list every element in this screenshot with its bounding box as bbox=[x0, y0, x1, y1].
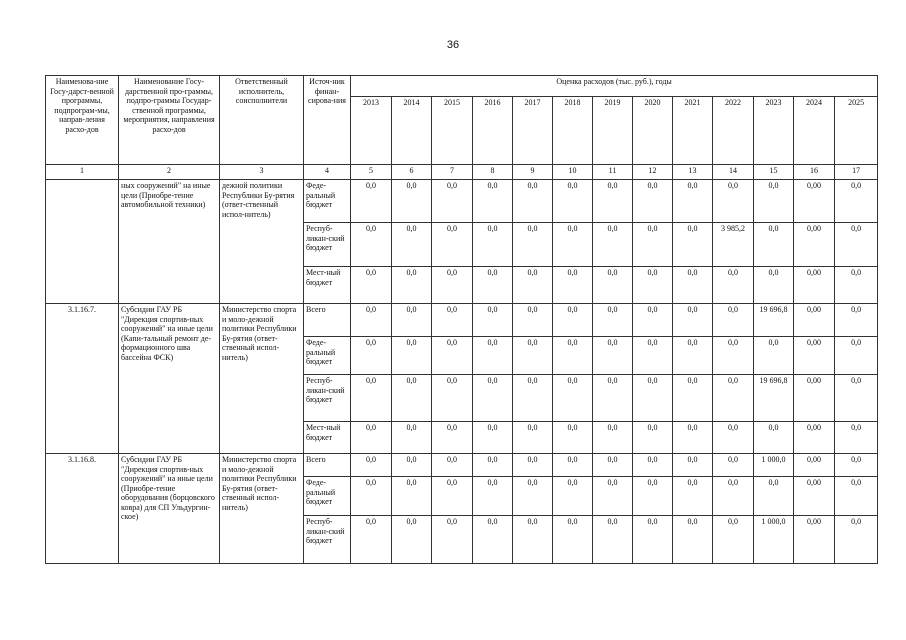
header-year: 2023 bbox=[754, 97, 794, 165]
value-cell: 1 000,0 bbox=[754, 454, 794, 477]
table-header bbox=[46, 76, 878, 180]
row-code bbox=[46, 180, 119, 304]
column-index: 8 bbox=[473, 165, 513, 180]
value-cell: 0,0 bbox=[835, 422, 878, 454]
value-cell: 0,0 bbox=[713, 477, 754, 516]
value-cell: 0,0 bbox=[673, 267, 713, 304]
value-cell: 0,0 bbox=[432, 223, 473, 267]
header-year: 2013 bbox=[351, 97, 392, 165]
value-cell: 0,0 bbox=[713, 422, 754, 454]
value-cell: 0,0 bbox=[553, 477, 593, 516]
value-cell: 0,0 bbox=[835, 454, 878, 477]
value-cell: 0,0 bbox=[835, 375, 878, 422]
header-year: 2014 bbox=[392, 97, 432, 165]
value-cell: 0,0 bbox=[713, 454, 754, 477]
value-cell: 0,0 bbox=[633, 337, 673, 375]
header-col-program: Наименова-ние Госу-дарст-венной программы, подпрограм-мы, направ-ления расхо-дов bbox=[46, 76, 119, 165]
value-cell: 0,00 bbox=[794, 375, 835, 422]
value-cell: 0,0 bbox=[673, 516, 713, 564]
value-cell: 0,0 bbox=[553, 375, 593, 422]
value-cell: 0,0 bbox=[835, 180, 878, 223]
header-year: 2019 bbox=[593, 97, 633, 165]
value-cell: 0,0 bbox=[553, 223, 593, 267]
row-name: Субсидии ГАУ РБ "Дирекция спортив-ных сооружений" на иные цели (Приобре-тение оборудования (борцовского ковра) для СП Ульдургин-ское) bbox=[119, 454, 220, 564]
value-cell: 0,0 bbox=[432, 454, 473, 477]
value-cell: 0,0 bbox=[673, 337, 713, 375]
column-index: 12 bbox=[633, 165, 673, 180]
row-source: Всего bbox=[304, 304, 351, 337]
value-cell: 0,0 bbox=[473, 180, 513, 223]
column-index: 2 bbox=[119, 165, 220, 180]
page-number: 36 bbox=[446, 39, 460, 51]
header-col-executor: Ответственный исполнитель, соисполнители bbox=[220, 76, 304, 165]
value-cell: 0,0 bbox=[513, 516, 553, 564]
value-cell: 0,0 bbox=[473, 422, 513, 454]
value-cell: 0,0 bbox=[593, 477, 633, 516]
row-code: 3.1.16.7. bbox=[46, 304, 119, 454]
column-index: 16 bbox=[794, 165, 835, 180]
value-cell: 0,0 bbox=[473, 304, 513, 337]
header-year: 2022 bbox=[713, 97, 754, 165]
value-cell: 0,0 bbox=[593, 267, 633, 304]
value-cell: 0,0 bbox=[553, 267, 593, 304]
value-cell: 0,0 bbox=[351, 337, 392, 375]
table-row bbox=[46, 304, 878, 337]
value-cell: 0,0 bbox=[633, 454, 673, 477]
value-cell: 0,0 bbox=[392, 477, 432, 516]
value-cell: 0,0 bbox=[593, 516, 633, 564]
header-year: 2018 bbox=[553, 97, 593, 165]
value-cell: 0,0 bbox=[633, 375, 673, 422]
value-cell: 3 985,2 bbox=[713, 223, 754, 267]
row-source: Феде-ральный бюджет bbox=[304, 180, 351, 223]
value-cell: 0,0 bbox=[392, 516, 432, 564]
value-cell: 0,0 bbox=[673, 477, 713, 516]
value-cell: 0,0 bbox=[633, 223, 673, 267]
value-cell: 0,0 bbox=[593, 422, 633, 454]
column-index: 5 bbox=[351, 165, 392, 180]
value-cell: 0,0 bbox=[351, 223, 392, 267]
value-cell: 0,0 bbox=[513, 180, 553, 223]
value-cell: 0,0 bbox=[432, 180, 473, 223]
value-cell: 0,00 bbox=[794, 304, 835, 337]
value-cell: 0,0 bbox=[835, 223, 878, 267]
header-estimate: Оценка расходов (тыс. руб.), годы bbox=[351, 76, 878, 97]
value-cell: 0,0 bbox=[633, 267, 673, 304]
header-year: 2025 bbox=[835, 97, 878, 165]
column-index: 17 bbox=[835, 165, 878, 180]
row-executor: дежной политики Республики Бу-рятия (ответ-ственный испол-нитель) bbox=[220, 180, 304, 304]
value-cell: 0,0 bbox=[754, 337, 794, 375]
value-cell: 0,0 bbox=[473, 375, 513, 422]
value-cell: 0,0 bbox=[513, 337, 553, 375]
row-source: Феде-ральный бюджет bbox=[304, 477, 351, 516]
row-source: Мест-ный бюджет bbox=[304, 422, 351, 454]
table-body bbox=[46, 180, 878, 564]
value-cell: 0,0 bbox=[351, 516, 392, 564]
value-cell: 0,0 bbox=[633, 304, 673, 337]
value-cell: 0,0 bbox=[713, 337, 754, 375]
value-cell: 0,0 bbox=[513, 375, 553, 422]
row-name: ных сооружений" на иные цели (Приобре-тение автомобильной техники) bbox=[119, 180, 220, 304]
value-cell: 0,0 bbox=[351, 304, 392, 337]
value-cell: 0,0 bbox=[432, 304, 473, 337]
row-code: 3.1.16.8. bbox=[46, 454, 119, 564]
value-cell: 0,0 bbox=[351, 422, 392, 454]
value-cell: 0,0 bbox=[513, 223, 553, 267]
value-cell: 0,0 bbox=[432, 375, 473, 422]
value-cell: 0,0 bbox=[553, 454, 593, 477]
table-row bbox=[46, 454, 878, 477]
row-executor: Министерство спорта и моло-дежной политики Республики Бу-рятия (ответ-ственный испол-нитель) bbox=[220, 304, 304, 454]
header-year: 2017 bbox=[513, 97, 553, 165]
value-cell: 0,0 bbox=[513, 477, 553, 516]
value-cell: 0,00 bbox=[794, 267, 835, 304]
value-cell: 0,0 bbox=[351, 267, 392, 304]
value-cell: 0,0 bbox=[673, 304, 713, 337]
table-row bbox=[46, 180, 878, 223]
value-cell: 0,00 bbox=[794, 180, 835, 223]
value-cell: 0,0 bbox=[473, 337, 513, 375]
column-index: 1 bbox=[46, 165, 119, 180]
value-cell: 0,0 bbox=[392, 180, 432, 223]
value-cell: 0,00 bbox=[794, 223, 835, 267]
value-cell: 0,0 bbox=[351, 180, 392, 223]
value-cell: 0,0 bbox=[392, 304, 432, 337]
value-cell: 0,0 bbox=[593, 304, 633, 337]
value-cell: 0,00 bbox=[794, 454, 835, 477]
value-cell: 0,0 bbox=[673, 454, 713, 477]
value-cell: 0,0 bbox=[432, 422, 473, 454]
value-cell: 0,0 bbox=[473, 516, 513, 564]
value-cell: 0,0 bbox=[432, 337, 473, 375]
value-cell: 0,0 bbox=[713, 267, 754, 304]
row-source: Респуб-ликан-ский бюджет bbox=[304, 375, 351, 422]
header-year: 2024 bbox=[794, 97, 835, 165]
value-cell: 0,0 bbox=[593, 454, 633, 477]
value-cell: 0,00 bbox=[794, 422, 835, 454]
value-cell: 0,0 bbox=[754, 180, 794, 223]
value-cell: 0,0 bbox=[392, 454, 432, 477]
value-cell: 0,0 bbox=[754, 422, 794, 454]
column-index: 3 bbox=[220, 165, 304, 180]
value-cell: 0,0 bbox=[392, 337, 432, 375]
value-cell: 0,0 bbox=[553, 422, 593, 454]
value-cell: 0,0 bbox=[633, 477, 673, 516]
value-cell: 0,0 bbox=[473, 454, 513, 477]
value-cell: 0,0 bbox=[835, 516, 878, 564]
value-cell: 0,0 bbox=[392, 422, 432, 454]
column-index: 14 bbox=[713, 165, 754, 180]
value-cell: 0,0 bbox=[713, 375, 754, 422]
value-cell: 0,0 bbox=[673, 223, 713, 267]
value-cell: 0,0 bbox=[633, 180, 673, 223]
value-cell: 0,0 bbox=[392, 375, 432, 422]
value-cell: 0,0 bbox=[473, 223, 513, 267]
value-cell: 0,0 bbox=[473, 477, 513, 516]
value-cell: 0,00 bbox=[794, 477, 835, 516]
budget-table bbox=[45, 75, 878, 564]
value-cell: 0,0 bbox=[593, 337, 633, 375]
value-cell: 0,0 bbox=[553, 304, 593, 337]
value-cell: 0,0 bbox=[593, 223, 633, 267]
row-source: Всего bbox=[304, 454, 351, 477]
row-source: Феде-ральный бюджет bbox=[304, 337, 351, 375]
value-cell: 19 696,8 bbox=[754, 304, 794, 337]
value-cell: 0,0 bbox=[593, 375, 633, 422]
value-cell: 0,00 bbox=[794, 337, 835, 375]
row-source: Мест-ный бюджет bbox=[304, 267, 351, 304]
value-cell: 0,0 bbox=[754, 223, 794, 267]
value-cell: 0,0 bbox=[633, 516, 673, 564]
row-executor: Министерство спорта и моло-дежной политики Республики Бу-рятия (ответ-ственный испол-нитель) bbox=[220, 454, 304, 564]
column-index: 7 bbox=[432, 165, 473, 180]
row-name: Субсидии ГАУ РБ "Дирекция спортив-ных сооружений" на иные цели (Капи-тальный ремонт де-формационного шва бассейна ФСК) bbox=[119, 304, 220, 454]
header-year: 2020 bbox=[633, 97, 673, 165]
value-cell: 0,0 bbox=[835, 267, 878, 304]
value-cell: 0,0 bbox=[473, 267, 513, 304]
column-index: 6 bbox=[392, 165, 432, 180]
value-cell: 0,0 bbox=[432, 267, 473, 304]
value-cell: 0,0 bbox=[713, 180, 754, 223]
value-cell: 0,0 bbox=[513, 267, 553, 304]
value-cell: 1 000,0 bbox=[754, 516, 794, 564]
value-cell: 0,0 bbox=[351, 454, 392, 477]
column-index: 15 bbox=[754, 165, 794, 180]
row-source: Респуб-ликан-ский бюджет bbox=[304, 516, 351, 564]
value-cell: 0,0 bbox=[432, 516, 473, 564]
column-index: 9 bbox=[513, 165, 553, 180]
header-year: 2021 bbox=[673, 97, 713, 165]
column-index: 4 bbox=[304, 165, 351, 180]
value-cell: 0,0 bbox=[513, 422, 553, 454]
value-cell: 0,0 bbox=[432, 477, 473, 516]
value-cell: 0,0 bbox=[713, 304, 754, 337]
value-cell: 0,0 bbox=[673, 375, 713, 422]
header-year: 2015 bbox=[432, 97, 473, 165]
value-cell: 0,0 bbox=[553, 516, 593, 564]
row-source: Респуб-ликан-ский бюджет bbox=[304, 223, 351, 267]
value-cell: 0,0 bbox=[593, 180, 633, 223]
value-cell: 0,0 bbox=[553, 180, 593, 223]
value-cell: 0,0 bbox=[351, 477, 392, 516]
column-index: 13 bbox=[673, 165, 713, 180]
value-cell: 0,0 bbox=[835, 477, 878, 516]
value-cell: 0,0 bbox=[754, 477, 794, 516]
value-cell: 0,00 bbox=[794, 516, 835, 564]
column-index-row bbox=[46, 165, 878, 180]
value-cell: 0,0 bbox=[392, 223, 432, 267]
value-cell: 0,0 bbox=[513, 454, 553, 477]
column-index: 11 bbox=[593, 165, 633, 180]
column-index: 10 bbox=[553, 165, 593, 180]
value-cell: 0,0 bbox=[513, 304, 553, 337]
header-year: 2016 bbox=[473, 97, 513, 165]
value-cell: 0,0 bbox=[351, 375, 392, 422]
value-cell: 0,0 bbox=[673, 422, 713, 454]
header-col-name: Наименование Госу-дарственной про-граммы, подпро-граммы Государ-ственной программы, мероприятия, направления расхо-дов bbox=[119, 76, 220, 165]
value-cell: 0,0 bbox=[713, 516, 754, 564]
value-cell: 19 696,8 bbox=[754, 375, 794, 422]
value-cell: 0,0 bbox=[835, 337, 878, 375]
value-cell: 0,0 bbox=[392, 267, 432, 304]
value-cell: 0,0 bbox=[673, 180, 713, 223]
value-cell: 0,0 bbox=[633, 422, 673, 454]
header-col-source: Источ-ник финан-сирова-ния bbox=[304, 76, 351, 165]
value-cell: 0,0 bbox=[553, 337, 593, 375]
value-cell: 0,0 bbox=[835, 304, 878, 337]
value-cell: 0,0 bbox=[754, 267, 794, 304]
